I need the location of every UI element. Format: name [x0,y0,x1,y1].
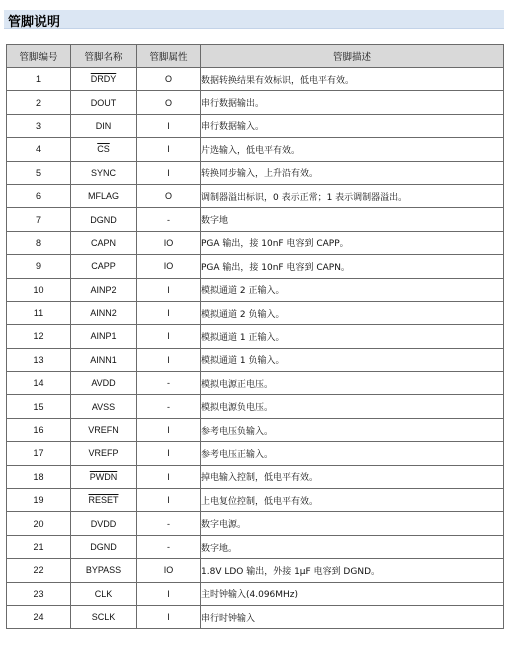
pin-number-cell: 14 [7,372,71,395]
pin-attribute-cell: I [137,348,201,371]
pin-table [6,44,504,629]
pin-attribute-cell: - [137,395,201,418]
pin-attribute-cell: I [137,161,201,184]
table-row [7,91,504,114]
pin-description-cell: 掉电输入控制，低电平有效。 [201,465,504,488]
pin-name-cell: DOUT [71,91,137,114]
pin-name-cell: BYPASS [71,559,137,582]
pin-attribute-cell: I [137,138,201,161]
pin-description-cell: 串行数据输入。 [201,114,504,137]
pin-attribute-cell: O [137,68,201,91]
table-row [7,114,504,137]
pin-description-cell: 模拟电源正电压。 [201,372,504,395]
pin-attribute-cell: O [137,184,201,207]
pin-description-cell: 数字电源。 [201,512,504,535]
pin-name-cell [71,68,137,91]
pin-number-cell: 12 [7,325,71,348]
table-row [7,184,504,207]
pin-description-cell: 模拟通道 2 负输入。 [201,301,504,324]
pin-number-cell: 1 [7,68,71,91]
pin-description-cell: 串行时钟输入 [201,605,504,628]
table-row [7,348,504,371]
pin-description-cell: 参考电压正输入。 [201,442,504,465]
pin-attribute-cell: - [137,208,201,231]
pin-name-cell: AINN2 [71,301,137,324]
table-row [7,395,504,418]
pin-attribute-cell: O [137,91,201,114]
pin-attribute-cell: I [137,418,201,441]
table-row [7,605,504,628]
pin-description-cell: 参考电压负输入。 [201,418,504,441]
header-pin-name: 管脚名称 [71,45,137,68]
pin-number-cell: 6 [7,184,71,207]
pin-number-cell: 23 [7,582,71,605]
section-title: 管脚说明 [8,15,61,30]
pin-attribute-cell: IO [137,231,201,254]
table-row [7,138,504,161]
table-row [7,208,504,231]
pin-attribute-cell: I [137,605,201,628]
pin-number-cell: 2 [7,91,71,114]
pin-number-cell: 13 [7,348,71,371]
pin-name-cell: AINN1 [71,348,137,371]
table-row [7,418,504,441]
pin-description-cell: 主时钟输入(4.096MHz) [201,582,504,605]
active-low-pin-name: $\overline{CS}$ [97,144,110,155]
pin-name-cell: DVDD [71,512,137,535]
pin-name-cell: CAPN [71,231,137,254]
pin-name-cell: AVSS [71,395,137,418]
pin-description-cell: PGA 输出，接 10nF 电容到 CAPN。 [201,255,504,278]
pin-name-cell: VREFP [71,442,137,465]
pin-number-cell: 7 [7,208,71,231]
pin-attribute-cell: I [137,489,201,512]
table-row [7,535,504,558]
pin-name-cell: SYNC [71,161,137,184]
pin-name-cell: DIN [71,114,137,137]
header-pin-attribute: 管脚属性 [137,45,201,68]
pin-table-body [7,68,504,629]
pin-number-cell: 17 [7,442,71,465]
active-low-pin-name: PWDN [89,471,118,482]
pin-name-cell: DGND [71,208,137,231]
pin-description-cell: 数字地。 [201,535,504,558]
pin-number-cell: 22 [7,559,71,582]
table-header-row [7,45,504,68]
table-row [7,301,504,324]
table-row [7,255,504,278]
table-row [7,442,504,465]
pin-name-cell: AINP1 [71,325,137,348]
pin-attribute-cell: I [137,582,201,605]
pin-attribute-cell: I [137,278,201,301]
pin-number-cell: 4 [7,138,71,161]
table-row [7,325,504,348]
pin-description-cell: 模拟通道 1 正输入。 [201,325,504,348]
pin-description-cell: 1.8V LDO 输出，外接 1μF 电容到 DGND。 [201,559,504,582]
table-row [7,231,504,254]
pin-description-cell: 数字地 [201,208,504,231]
pin-number-cell: 21 [7,535,71,558]
pin-attribute-cell: - [137,535,201,558]
pin-description-cell: 片选输入，低电平有效。 [201,138,504,161]
pin-description-cell: 模拟通道 1 负输入。 [201,348,504,371]
active-low-pin-name: RESET [88,495,119,506]
pin-attribute-cell: - [137,372,201,395]
table-row [7,512,504,535]
table-row [7,489,504,512]
pin-attribute-cell: I [137,442,201,465]
pin-description-cell: 模拟电源负电压。 [201,395,504,418]
pin-number-cell: 18 [7,465,71,488]
pin-number-cell: 15 [7,395,71,418]
pin-description-cell: 模拟通道 2 正输入。 [201,278,504,301]
pin-name-cell [71,138,137,161]
pin-number-cell: 8 [7,231,71,254]
pin-attribute-cell: I [137,301,201,324]
table-row [7,559,504,582]
pin-attribute-cell: IO [137,559,201,582]
pin-name-cell: DGND [71,535,137,558]
pin-name-cell: CAPP [71,255,137,278]
pin-name-cell: AVDD [71,372,137,395]
pin-number-cell: 19 [7,489,71,512]
header-pin-description: 管脚描述 [201,45,504,68]
pin-number-cell: 9 [7,255,71,278]
pin-attribute-cell: I [137,465,201,488]
table-row [7,68,504,91]
pin-description-cell: PGA 输出，接 10nF 电容到 CAPP。 [201,231,504,254]
pin-attribute-cell: I [137,325,201,348]
pin-name-cell: CLK [71,582,137,605]
pin-name-cell: MFLAG [71,184,137,207]
pin-number-cell: 20 [7,512,71,535]
pin-attribute-cell: IO [137,255,201,278]
pin-description-cell: 转换同步输入，上升沿有效。 [201,161,504,184]
header-pin-number: 管脚编号 [7,45,71,68]
pin-description-cell: 上电复位控制，低电平有效。 [201,489,504,512]
pin-name-cell: AINP2 [71,278,137,301]
table-row [7,465,504,488]
pin-number-cell: 16 [7,418,71,441]
pin-attribute-cell: I [137,114,201,137]
pin-attribute-cell: - [137,512,201,535]
table-row [7,582,504,605]
section-header [4,10,504,29]
pin-number-cell: 11 [7,301,71,324]
pin-number-cell: 10 [7,278,71,301]
table-row [7,161,504,184]
pin-name-cell: VREFN [71,418,137,441]
pin-description-cell: 串行数据输出。 [201,91,504,114]
pin-name-cell [71,489,137,512]
pin-number-cell: 24 [7,605,71,628]
table-row [7,372,504,395]
pin-number-cell: 5 [7,161,71,184]
pin-name-cell: SCLK [71,605,137,628]
pin-description-cell: 调制器溢出标识，0 表示正常；1 表示调制器溢出。 [201,184,504,207]
pin-number-cell: 3 [7,114,71,137]
table-row [7,278,504,301]
pin-name-cell [71,465,137,488]
active-low-pin-name: DRDY [90,74,117,85]
pin-description-cell: 数据转换结果有效标识，低电平有效。 [201,68,504,91]
